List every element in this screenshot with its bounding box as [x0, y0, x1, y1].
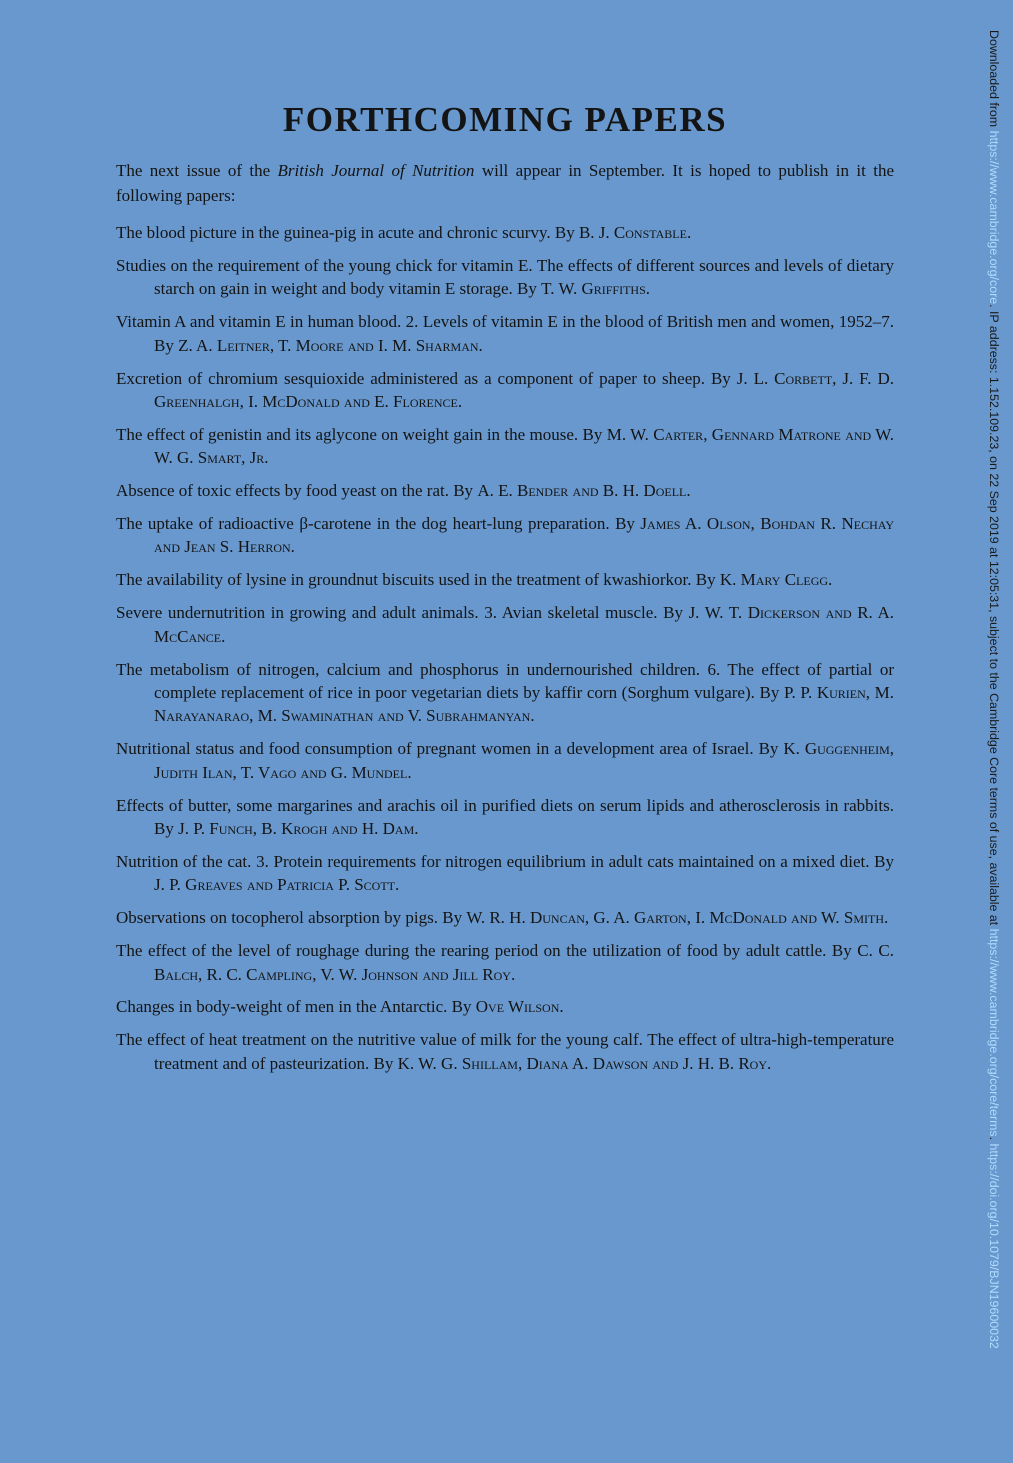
download-notice-text: Downloaded from	[987, 30, 1001, 131]
document-page	[116, 100, 894, 1085]
paper-authors: W. R. H. Duncan, G. A. Garton, I. McDonald and W. Smith.	[466, 908, 889, 928]
paper-authors: A. E. Bender and B. H. Doell.	[477, 481, 691, 501]
paper-title: Vitamin A and vitamin E in human blood. 2. Levels of vitamin E in the blood of British men and women, 1952–7. By	[116, 312, 894, 355]
cambridge-core-link[interactable]: https://www.cambridge.org/core	[987, 130, 1001, 305]
paper-authors: J. W. T. Dickerson and R. A. McCance.	[154, 603, 894, 646]
paper-authors: B. J. Constable.	[578, 223, 692, 242]
intro-text-before: The next issue of the	[116, 161, 278, 180]
paper-authors: P. P. Kurien, M. Narayanarao, M. Swaminathan and V. Subrahmanyan.	[154, 683, 894, 726]
paper-authors: James A. Olson, Bohdan R. Nechay and Jean S. Herron.	[154, 514, 894, 557]
download-notice-text: . IP address: 1.152.109.23, on 22 Sep 2019 at 12:05:31, subject to the Cambridge Core terms of use, available at	[987, 304, 1001, 929]
paper-title: Absence of toxic effects by food yeast on the rat. By	[116, 481, 478, 501]
paper-entry	[116, 906, 894, 929]
paper-title: Observations on tocopherol absorption by pigs. By	[116, 908, 467, 928]
paper-title: The availability of lysine in groundnut biscuits used in the treatment of kwashiorkor. By	[116, 570, 720, 590]
paper-title: The uptake of radioactive β-carotene in the dog heart-lung preparation. By	[116, 514, 641, 534]
paper-title: Nutritional status and food consumption of pregnant women in a development area of Israel. By	[116, 739, 784, 759]
page-title: FORTHCOMING PAPERS	[282, 100, 728, 139]
download-notice	[984, 30, 1004, 1450]
paper-authors: Ove Wilson.	[475, 997, 564, 1017]
paper-authors: M. W. Carter, Gennard Matrone and W. W. G. Smart, Jr.	[154, 424, 895, 468]
paper-authors: J. P. Greaves and Patricia P. Scott.	[154, 875, 400, 895]
paper-title: The blood picture in the guinea-pig in acute and chronic scurvy. By	[116, 223, 579, 242]
paper-entry	[116, 850, 894, 897]
paper-entry	[116, 367, 894, 414]
paper-entry	[116, 221, 894, 244]
download-notice-text: .	[987, 1136, 1001, 1144]
journal-name: British Journal of Nutrition	[277, 161, 475, 180]
paper-list	[116, 221, 894, 1075]
paper-authors: C. C. Balch, R. C. Campling, V. W. Johnson and Jill Roy.	[154, 941, 894, 984]
paper-title: The effect of heat treatment on the nutritive value of milk for the young calf. The effect of ultra-high-temperature treatment and of pasteurization. By	[116, 1030, 894, 1073]
paper-entry	[116, 939, 894, 986]
terms-link[interactable]: https://www.cambridge.org/core/terms	[987, 928, 1001, 1137]
doi-link[interactable]: https://doi.org/10.1079/BJN19600032	[987, 1143, 1001, 1349]
paper-entry	[116, 423, 894, 470]
paper-title: Changes in body-weight of men in the Antarctic. By	[116, 997, 476, 1017]
paper-entry	[116, 310, 894, 357]
paper-title: The effect of the level of roughage during the rearing period on the utilization of food by adult cattle. By	[116, 941, 858, 961]
paper-authors: T. W. Griffiths.	[541, 279, 650, 299]
paper-entry	[116, 737, 894, 784]
paper-title: The effect of genistin and its aglycone on weight gain in the mouse. By	[116, 424, 607, 444]
paper-entry	[116, 658, 894, 728]
paper-authors: J. P. Funch, B. Krogh and H. Dam.	[178, 819, 419, 839]
paper-authors: K. Guggenheim, Judith Ilan, T. Vago and G. Mundel.	[154, 739, 894, 782]
paper-entry	[116, 479, 894, 502]
paper-entry	[116, 254, 894, 301]
paper-authors: K. Mary Clegg.	[719, 570, 833, 590]
paper-entry	[116, 995, 894, 1018]
paper-entry	[116, 512, 894, 559]
intro-text-after: will appear in September. It is hoped to publish in it the following papers:	[116, 161, 894, 205]
paper-authors: J. L. Corbett, J. F. D. Greenhalgh, I. McDonald and E. Florence.	[154, 368, 894, 411]
paper-title: Effects of butter, some margarines and arachis oil in purified diets on serum lipids and atherosclerosis in rabbits. By	[116, 795, 894, 839]
paper-title: Studies on the requirement of the young chick for vitamin E. The effects of different sources and levels of dietary starch on gain in weight and body vitamin E storage. By	[116, 255, 894, 299]
paper-title: Nutrition of the cat. 3. Protein requirements for nitrogen equilibrium in adult cats maintained on a mixed diet. By	[116, 851, 894, 871]
paper-authors: K. W. G. Shillam, Diana A. Dawson and J. H. B. Roy.	[397, 1053, 772, 1073]
paper-entry	[116, 1028, 894, 1075]
paper-authors: Z. A. Leitner, T. Moore and I. M. Sharman.	[178, 335, 483, 355]
paper-entry	[116, 601, 894, 648]
paper-title: Excretion of chromium sesquioxide administered as a component of paper to sheep. By	[116, 368, 737, 388]
paper-entry	[116, 794, 894, 841]
paper-title: Severe undernutrition in growing and adult animals. 3. Avian skeletal muscle. By	[116, 603, 689, 623]
intro-paragraph	[116, 158, 894, 208]
paper-entry	[116, 568, 894, 591]
paper-title: The metabolism of nitrogen, calcium and phosphorus in undernourished children. 6. The effect of partial or complete replacement of rice in poor vegetarian diets by kaffir corn (Sorghum vulgare). By	[116, 659, 894, 702]
